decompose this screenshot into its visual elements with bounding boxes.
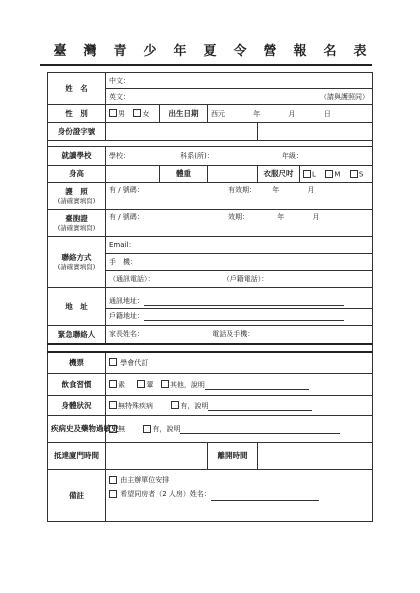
passport-valid: 有效期： [228,186,257,194]
size-m-label: M [334,170,341,178]
male-label: 男 [118,109,125,118]
ticket-field [106,352,373,374]
gender-label: 性 別 [48,105,106,123]
history-has-label: 有，說明 [152,425,181,433]
diet-label: 飲食習慣 [48,374,106,396]
history-label: 疾病史及藥物過敏史 [48,416,106,443]
size-l-label: L [312,170,316,178]
female-checkbox[interactable] [133,109,141,117]
diet-other-line[interactable] [205,382,309,390]
health-has-label: 有，說明 [180,401,209,410]
id-field[interactable] [106,123,258,141]
dob-label: 出生日期 [160,105,208,123]
school-field[interactable] [106,147,373,166]
passport-label-text: 護 照 [65,187,88,197]
phone-field[interactable] [106,271,373,288]
history-none-label: 無 [118,425,125,433]
emergency-label: 緊急聯絡人 [48,326,106,344]
notes-opt2-label: 希望同房者（2 人房）姓名： [120,490,211,498]
name-chinese-label: 中文： [109,76,130,85]
notes-label: 備註 [48,470,106,522]
taibao-field[interactable] [106,210,373,237]
diet-other-checkbox[interactable] [161,380,169,388]
notes-option-2 [109,487,369,501]
name-english-field[interactable] [106,89,373,105]
home-phone-label: （戶籍電話）： [222,275,269,283]
ticket-checkbox[interactable] [109,358,117,366]
male-checkbox[interactable] [109,109,117,117]
leave-label: 離開時間 [208,443,258,470]
taibao-sub: (請確實填寫) [57,223,96,232]
taibao-month: 月 [312,213,320,221]
email-field[interactable] [106,237,373,254]
weight-field[interactable] [208,166,258,183]
history-has-checkbox[interactable] [143,425,151,433]
email-label: Email： [109,241,136,249]
height-label: 身高 [48,166,106,183]
emergency-parent-label: 家長姓名： [109,330,144,339]
size-options [300,166,373,183]
health-label: 身體狀況 [48,396,106,416]
passport-sub: (請確實填寫) [57,196,96,205]
female-label: 女 [142,109,150,118]
emergency-phone-label: 電話及手機： [212,330,255,339]
size-l-checkbox[interactable] [303,170,311,178]
form-title: 臺灣青少年夏令營報名表 [53,44,384,59]
passport-year: 年 [272,186,280,194]
school-label: 就讀學校 [48,147,106,166]
address-label: 地 址 [48,288,106,326]
diet-field [106,374,373,396]
taibao-label-text: 臺胞證 [65,214,88,224]
notes-option-1 [109,473,369,487]
name-english-label: 英文： [109,92,130,101]
diet-other-label: 其他，說明 [169,380,205,389]
home-address-field[interactable] [106,309,373,326]
notes-opt2-checkbox[interactable] [109,490,117,498]
health-none-checkbox[interactable] [109,401,117,409]
notes-field [106,470,373,522]
health-has-line[interactable] [208,403,312,411]
gender-options [106,105,160,123]
leave-field[interactable] [258,443,373,470]
size-s-label: S [358,170,364,178]
dob-day: 日 [323,109,331,118]
id-label: 身份證字號 [48,123,106,141]
arrive-field[interactable] [106,443,208,470]
size-m-checkbox[interactable] [325,170,333,178]
passport-has: 有 / 號碼： [109,186,144,194]
health-has-checkbox[interactable] [171,401,179,409]
ticket-label: 機票 [48,352,106,374]
school-name-label: 學校： [109,152,130,160]
ticket-option: 學會代訂 [120,358,149,367]
health-field [106,396,373,416]
diet-meat-label: 葷 [146,380,154,389]
size-label: 衣服尺吋 [258,166,300,183]
name-label: 姓 名 [48,73,106,105]
school-grade-label: 年級： [281,152,303,160]
home-address-label: 戶籍地址： [109,312,144,320]
mobile-field[interactable] [106,254,373,271]
dob-year: 年 [253,109,261,118]
school-dept-label: 科系(所)： [180,152,214,160]
dob-field[interactable] [208,105,373,123]
notes-opt1-label: 由主辦單位安排 [120,476,170,484]
contact-sub: (請確實填寫) [57,262,96,271]
home-address-line [144,313,344,321]
title-rule [40,64,372,66]
taibao-has: 有 / 號碼： [109,213,144,221]
diet-veg-checkbox[interactable] [109,380,117,388]
taibao-valid: 效期： [228,213,250,221]
history-none-checkbox[interactable] [109,425,117,433]
diet-veg-label: 素 [118,380,125,389]
passport-label [48,183,106,210]
dob-month: 月 [288,109,296,118]
health-none-label: 無特殊疾病 [118,401,153,410]
id-field-extra[interactable] [258,123,373,141]
passport-month: 月 [307,186,315,194]
phone-label: （通訊電話）： [109,275,155,283]
passport-field[interactable] [106,183,373,210]
contact-label [48,237,106,288]
history-field [106,416,373,443]
notes-opt1-checkbox[interactable] [109,476,117,484]
history-has-line[interactable] [180,426,340,434]
notes-roommate-line[interactable] [211,493,319,501]
dob-era: 西元 [211,109,225,118]
diet-meat-checkbox[interactable] [137,380,145,388]
mailing-address-line [144,298,344,306]
weight-label: 體重 [160,166,208,183]
name-chinese-field[interactable] [106,73,373,89]
arrive-label: 抵達廈門時間 [48,443,106,470]
taibao-year: 年 [277,213,285,221]
mailing-address-label: 通訊地址： [109,297,144,305]
mobile-label: 手 機： [109,258,137,266]
taibao-label [48,210,106,237]
mailing-address-field[interactable] [106,288,373,309]
height-field[interactable] [106,166,160,183]
registration-form [47,72,373,522]
size-s-checkbox[interactable] [350,170,358,178]
emergency-field[interactable] [106,326,373,344]
contact-label-text: 聯絡方式 [61,253,92,263]
passport-note: （請與護照同） [320,92,369,101]
